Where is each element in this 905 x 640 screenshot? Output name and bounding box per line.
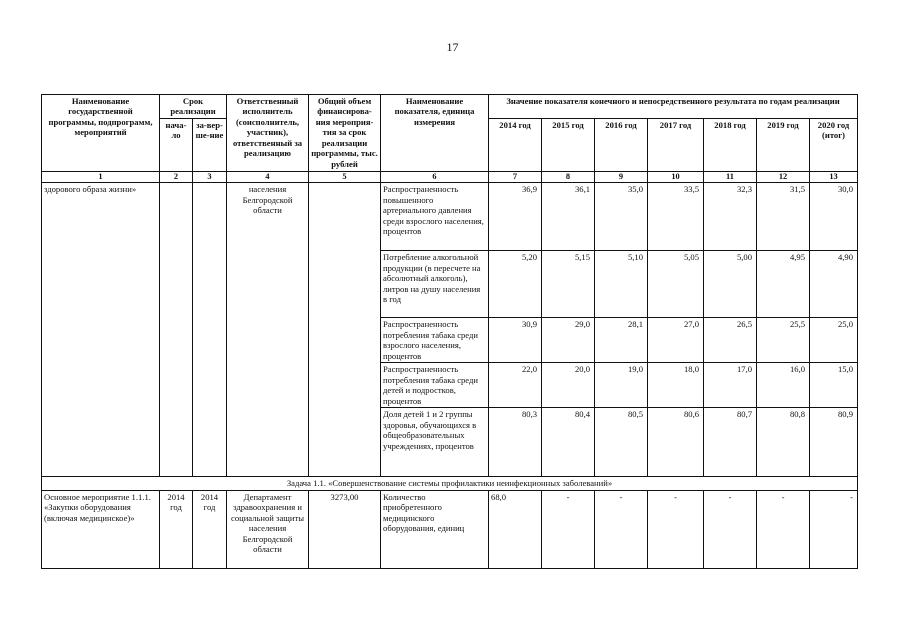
indicator-value: 4,90 [810, 251, 858, 318]
indicator-value: 26,5 [704, 318, 757, 363]
page-number: 17 [446, 40, 459, 54]
header-year-2014: 2014 год [489, 118, 542, 171]
indicator-value: 25,5 [757, 318, 810, 363]
main-event-funding: 3273,00 [309, 490, 381, 568]
start-cell [160, 183, 193, 477]
indicator-value: 22,0 [489, 363, 542, 408]
indicator-value: 20,0 [542, 363, 595, 408]
column-number: 2 [160, 171, 193, 182]
indicator-value: 80,6 [648, 408, 704, 477]
main-event-name: Основное мероприятие 1.1.1. «Закупки оборудования (включая медицинское)» [42, 490, 160, 568]
main-event-end: 2014 год [193, 490, 227, 568]
header-year-2016: 2016 год [595, 118, 648, 171]
indicator-value: 32,3 [704, 183, 757, 251]
indicator-name: Распространенность повышенного артериального давления среди взрослого населения, процентов [381, 183, 489, 251]
indicator-value: 5,10 [595, 251, 648, 318]
indicator-value: 28,1 [595, 318, 648, 363]
indicator-value: - [542, 490, 595, 568]
indicator-value: 80,8 [757, 408, 810, 477]
column-number: 13 [810, 171, 858, 182]
column-number: 10 [648, 171, 704, 182]
indicator-value: 80,4 [542, 408, 595, 477]
indicator-value: 5,00 [704, 251, 757, 318]
column-number: 11 [704, 171, 757, 182]
indicator-value: 5,20 [489, 251, 542, 318]
program-name-cell: здорового образа жизни» [42, 183, 160, 477]
indicators-table [41, 94, 858, 569]
indicator-value: 5,15 [542, 251, 595, 318]
indicator-value: 80,5 [595, 408, 648, 477]
header-funding: Общий объем финансирова-ния мероприя-тия за срок реализации программы, тыс. рублей [309, 95, 381, 172]
column-number: 8 [542, 171, 595, 182]
indicator-value: 30,0 [810, 183, 858, 251]
indicator-value: 4,95 [757, 251, 810, 318]
indicator-value: - [757, 490, 810, 568]
header-year-2017: 2017 год [648, 118, 704, 171]
header-row-1 [42, 95, 858, 119]
column-number: 4 [227, 171, 309, 182]
indicator-value: 36,1 [542, 183, 595, 251]
column-numbers-row [42, 171, 858, 182]
header-values: Значение показателя конечного и непосредственного результата по годам реализации [489, 95, 858, 119]
indicator-value: - [810, 490, 858, 568]
header-executor: Ответственный исполнитель (соисполнитель, участник), ответственный за реализацию [227, 95, 309, 172]
column-number: 1 [42, 171, 160, 182]
column-number: 9 [595, 171, 648, 182]
header-year-2020: 2020 год (итог) [810, 118, 858, 171]
indicator-value: 17,0 [704, 363, 757, 408]
table-row [42, 183, 858, 251]
indicator-value: 25,0 [810, 318, 858, 363]
column-number: 3 [193, 171, 227, 182]
end-cell [193, 183, 227, 477]
indicator-value: 68,0 [489, 490, 542, 568]
main-event-start: 2014 год [160, 490, 193, 568]
indicator-name: Доля детей 1 и 2 группы здоровья, обучающихся в общеобразовательных учреждениях, процентов [381, 408, 489, 477]
task-title: Задача 1.1. «Совершенствование системы профилактики неинфекционных заболеваний» [42, 477, 858, 490]
indicator-value: 80,9 [810, 408, 858, 477]
column-number: 12 [757, 171, 810, 182]
table-row [42, 490, 858, 568]
indicator-value: 30,9 [489, 318, 542, 363]
indicator-value: 36,9 [489, 183, 542, 251]
header-end: за-вер-ше-ние [193, 118, 227, 171]
indicator-value: 29,0 [542, 318, 595, 363]
indicator-value: 18,0 [648, 363, 704, 408]
indicator-value: 80,7 [704, 408, 757, 477]
indicator-value: 27,0 [648, 318, 704, 363]
indicator-value: - [595, 490, 648, 568]
main-event-executor: Департамент здравоохранения и социальной защиты населения Белгородской области [227, 490, 309, 568]
header-indicator: Наименование показателя, единица измерения [381, 95, 489, 172]
header-year-2015: 2015 год [542, 118, 595, 171]
header-program: Наименование государственной программы, подпрограмм, мероприятий [42, 95, 160, 172]
header-period: Срок реализации [160, 95, 227, 119]
indicator-value: 15,0 [810, 363, 858, 408]
header-start: нача-ло [160, 118, 193, 171]
indicator-value: 16,0 [757, 363, 810, 408]
indicator-value: 33,5 [648, 183, 704, 251]
task-row [42, 477, 858, 490]
column-number: 7 [489, 171, 542, 182]
column-number: 5 [309, 171, 381, 182]
indicator-name: Потребление алкогольной продукции (в пересчете на абсолютный алкоголь), литров на душу населения в год [381, 251, 489, 318]
header-year-2018: 2018 год [704, 118, 757, 171]
indicator-value: 5,05 [648, 251, 704, 318]
funding-cell [309, 183, 381, 477]
executor-cell: населения Белгородской области [227, 183, 309, 477]
indicator-value: - [704, 490, 757, 568]
indicator-value: 80,3 [489, 408, 542, 477]
main-event-indicator: Количество приобретенного медицинского оборудования, единиц [381, 490, 489, 568]
indicator-value: 31,5 [757, 183, 810, 251]
indicator-name: Распространенность потребления табака среди детей и подростков, процентов [381, 363, 489, 408]
indicator-value: - [648, 490, 704, 568]
indicator-value: 35,0 [595, 183, 648, 251]
indicator-name: Распространенность потребления табака среди взрослого населения, процентов [381, 318, 489, 363]
column-number: 6 [381, 171, 489, 182]
indicator-value: 19,0 [595, 363, 648, 408]
header-year-2019: 2019 год [757, 118, 810, 171]
